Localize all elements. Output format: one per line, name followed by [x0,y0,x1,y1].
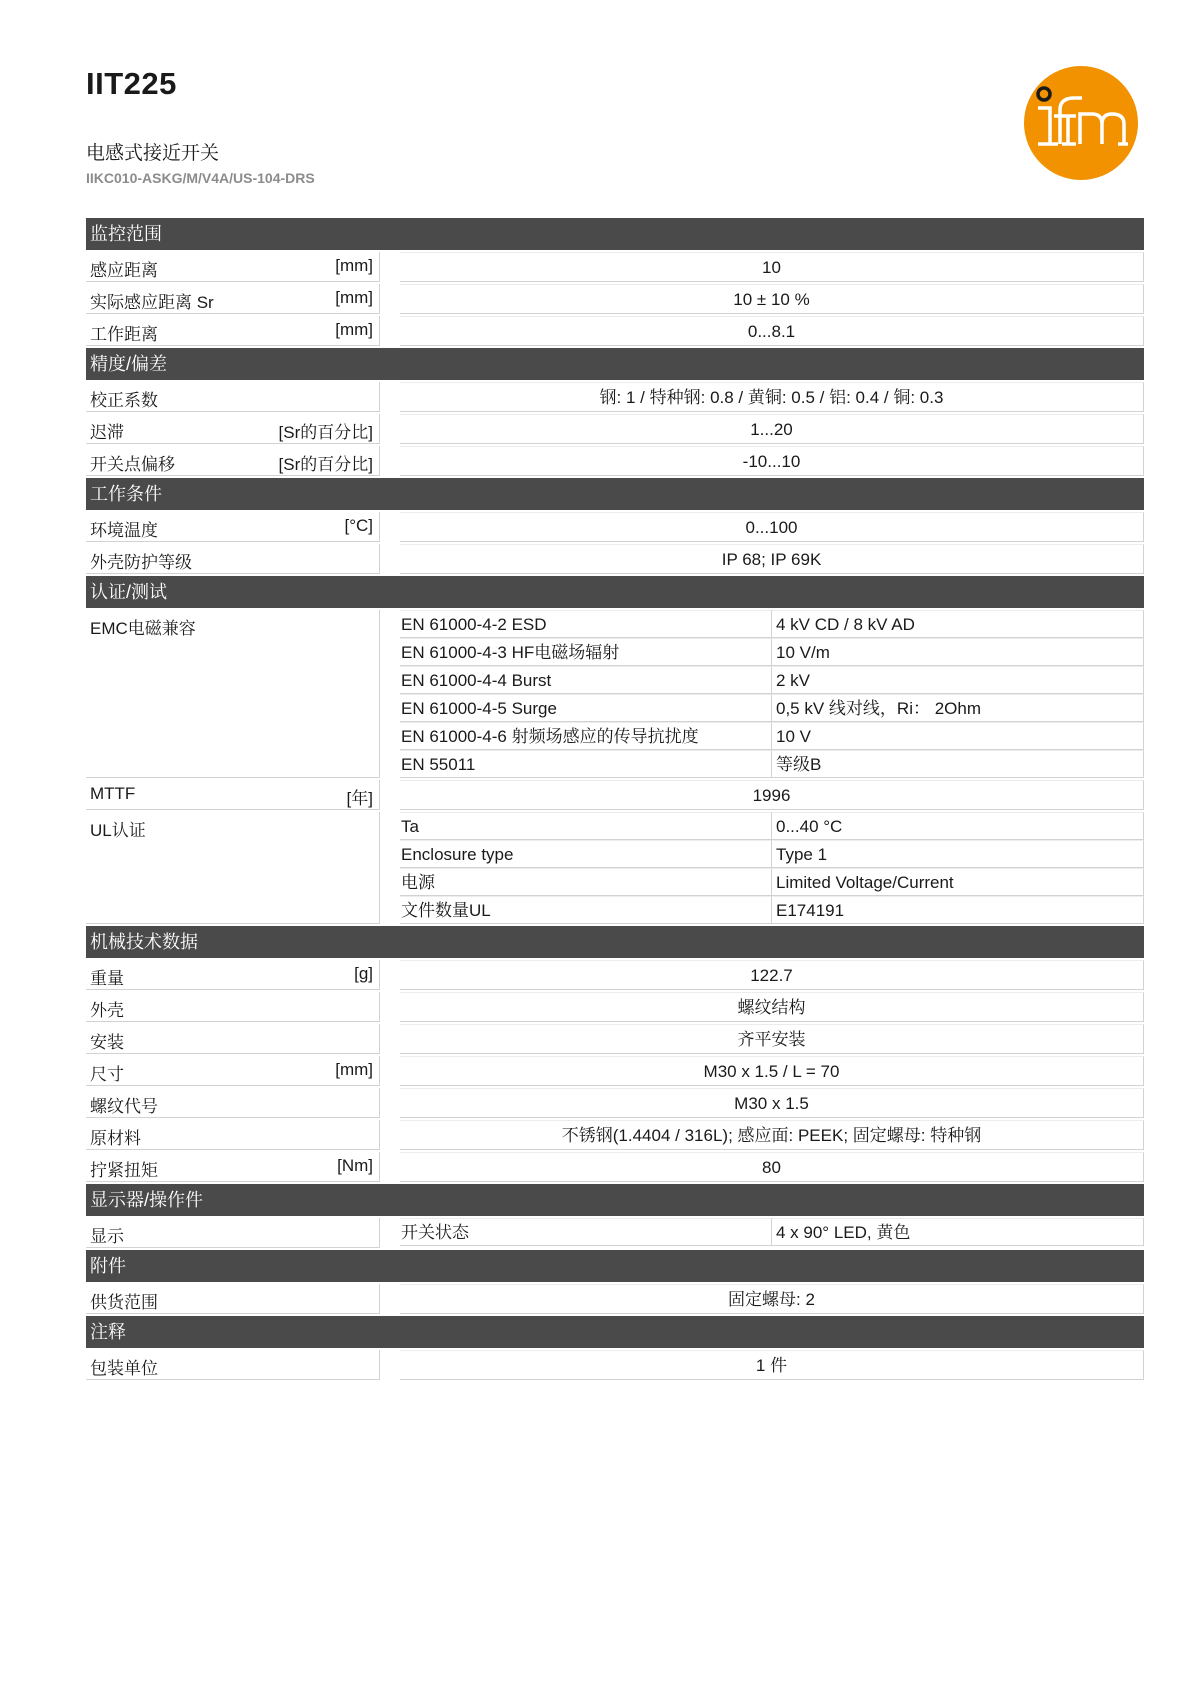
spec-label: 供货范围 [90,1293,158,1312]
spec-unit: [mm] [335,256,373,275]
spec-sub-key: 电源 [400,868,772,896]
spec-value: M30 x 1.5 [400,1088,1144,1118]
spec-row [86,1120,1144,1150]
spec-row [86,446,1144,476]
spec-unit: [Sr的百分比] [278,455,373,474]
spec-row [86,1284,1144,1314]
spacer [380,1350,400,1380]
spec-value: 10 [400,252,1144,282]
spec-row [86,780,1144,810]
spec-label: 包装单位 [90,1359,158,1378]
spec-label-cell [86,446,380,476]
spec-unit: [mm] [335,1060,373,1079]
spec-row [86,1088,1144,1118]
spec-label-cell [86,812,380,924]
section-header: 精度/偏差 [86,348,1144,380]
spec-value: 齐平安装 [400,1024,1144,1054]
spec-sub-value: 4 x 90° LED, 黄色 [772,1218,1144,1246]
section-header: 认证/测试 [86,576,1144,608]
spec-sub-key: EN 61000-4-2 ESD [400,610,772,638]
spec-value: M30 x 1.5 / L = 70 [400,1056,1144,1086]
spec-row [86,1024,1144,1054]
spec-sub-key: EN 61000-4-3 HF电磁场辐射 [400,638,772,666]
spec-value: 1...20 [400,414,1144,444]
datasheet-table [86,218,1144,1382]
spec-label-cell [86,414,380,444]
spec-label: 显示 [90,1227,124,1246]
spec-label: 感应距离 [90,261,158,280]
spacer [380,1056,400,1086]
product-subtitle: 电感式接近开关 [86,143,220,164]
spec-label-cell [86,1350,380,1380]
spec-value: IP 68; IP 69K [400,544,1144,574]
spec-sub-value: Type 1 [772,840,1144,868]
spec-row [86,252,1144,282]
spec-value: 不锈钢(1.4404 / 316L); 感应面: PEEK; 固定螺母: 特种钢 [400,1120,1144,1150]
spec-unit: [°C] [344,516,373,535]
spec-sub-key: 开关状态 [400,1218,772,1246]
spec-label-cell [86,610,380,778]
spec-sub-key: EN 61000-4-4 Burst [400,666,772,694]
spec-sub-list [400,812,1144,924]
spec-unit: [Sr的百分比] [278,423,373,442]
spec-sub-row [400,840,1144,868]
spec-row [86,960,1144,990]
spec-unit: [mm] [335,320,373,339]
spacer [380,1088,400,1118]
spacer [380,1120,400,1150]
spec-unit: [年] [346,789,373,808]
spec-sub-value: Limited Voltage/Current [772,868,1144,896]
spec-label-cell [86,252,380,282]
spec-label: 螺纹代号 [90,1097,158,1116]
spec-sub-row [400,666,1144,694]
spec-sub-row [400,638,1144,666]
spec-sub-row [400,896,1144,924]
spec-label-cell [86,960,380,990]
spec-label: 尺寸 [90,1065,124,1084]
ifm-logo-icon [1022,64,1140,182]
section-header: 监控范围 [86,218,1144,250]
spec-sub-key: 文件数量UL [400,896,772,924]
spec-sub-key: Enclosure type [400,840,772,868]
section-header: 显示器/操作件 [86,1184,1144,1216]
spec-group [86,812,1144,924]
spec-value: 122.7 [400,960,1144,990]
spacer [380,544,400,574]
spec-label: 迟滞 [90,423,124,442]
spacer [380,812,400,924]
spec-row [86,382,1144,412]
spec-label: UL认证 [90,821,146,840]
spec-sub-value: E174191 [772,896,1144,924]
spec-sub-row [400,812,1144,840]
spacer [380,512,400,542]
spec-sub-value: 10 V [772,722,1144,750]
spec-label: MTTF [90,784,136,803]
spec-unit: [g] [354,964,373,983]
spec-label-cell [86,512,380,542]
section-header: 附件 [86,1250,1144,1282]
spec-sub-value: 0...40 °C [772,812,1144,840]
spec-label: 拧紧扭矩 [90,1161,158,1180]
spec-label: 环境温度 [90,521,158,540]
spec-unit: [Nm] [337,1156,373,1175]
spec-label-cell [86,1088,380,1118]
section-header: 注释 [86,1316,1144,1348]
spec-row [86,414,1144,444]
spec-sub-row [400,610,1144,638]
spec-sub-row [400,868,1144,896]
spacer [380,1024,400,1054]
spec-label-cell [86,1152,380,1182]
spacer [380,446,400,476]
spec-sub-row [400,1218,1144,1246]
spec-sub-value: 4 kV CD / 8 kV AD [772,610,1144,638]
spec-group [86,610,1144,778]
spec-row [86,1152,1144,1182]
product-code: IIKC010-ASKG/M/V4A/US-104-DRS [86,170,315,186]
spec-sub-row [400,694,1144,722]
spec-row [86,544,1144,574]
spec-value: 1996 [400,780,1144,810]
spec-label: 外壳防护等级 [90,553,192,572]
spacer [380,316,400,346]
product-title: IIT225 [86,66,177,101]
spec-label-cell [86,1218,380,1248]
spec-sub-value: 2 kV [772,666,1144,694]
spec-label-cell [86,780,380,810]
spec-unit: [mm] [335,288,373,307]
spec-sub-value: 等级B [772,750,1144,778]
spec-label: 原材料 [90,1129,141,1148]
spacer [380,960,400,990]
spacer [380,1218,400,1248]
spec-sub-key: EN 61000-4-6 射频场感应的传导抗扰度 [400,722,772,750]
spec-sub-value: 10 V/m [772,638,1144,666]
spec-label-cell [86,1120,380,1150]
spec-label-cell [86,284,380,314]
spec-label-cell [86,316,380,346]
spacer [380,284,400,314]
spacer [380,992,400,1022]
spec-sub-list [400,1218,1144,1248]
spec-row [86,284,1144,314]
spec-sub-value: 0,5 kV 线对线，Ri： 2Ohm [772,694,1144,722]
spec-value: 螺纹结构 [400,992,1144,1022]
spec-value: 10 ± 10 % [400,284,1144,314]
spec-row [86,992,1144,1022]
spec-label: 开关点偏移 [90,455,175,474]
spec-label: 校正系数 [90,391,158,410]
spec-value: 钢: 1 / 特种钢: 0.8 / 黄铜: 0.5 / 铝: 0.4 / 铜: 0.3 [400,382,1144,412]
spacer [380,414,400,444]
spec-label-cell [86,382,380,412]
spacer [380,610,400,778]
spec-value: -10...10 [400,446,1144,476]
spec-label: EMC电磁兼容 [90,619,196,638]
spec-row [86,316,1144,346]
spec-sub-list [400,610,1144,778]
spec-label-cell [86,1284,380,1314]
spec-label: 重量 [90,969,124,988]
spacer [380,252,400,282]
spec-sub-row [400,722,1144,750]
spec-label-cell [86,992,380,1022]
spacer [380,382,400,412]
section-header: 工作条件 [86,478,1144,510]
spec-row [86,512,1144,542]
spec-label: 外壳 [90,1001,124,1020]
spacer [380,1284,400,1314]
spec-sub-row [400,750,1144,778]
spec-sub-key: EN 55011 [400,750,772,778]
spec-row [86,1350,1144,1380]
spec-label: 工作距离 [90,325,158,344]
spec-sub-key: EN 61000-4-5 Surge [400,694,772,722]
spec-label: 安装 [90,1033,124,1052]
spec-label-cell [86,544,380,574]
spec-value: 80 [400,1152,1144,1182]
spec-value: 0...8.1 [400,316,1144,346]
spacer [380,1152,400,1182]
spec-label: 实际感应距离 Sr [90,293,214,312]
spec-value: 0...100 [400,512,1144,542]
spec-sub-key: Ta [400,812,772,840]
spec-row [86,1056,1144,1086]
spacer [380,780,400,810]
section-header: 机械技术数据 [86,926,1144,958]
spec-value: 固定螺母: 2 [400,1284,1144,1314]
spec-label-cell [86,1056,380,1086]
spec-label-cell [86,1024,380,1054]
spec-group [86,1218,1144,1248]
spec-value: 1 件 [400,1350,1144,1380]
